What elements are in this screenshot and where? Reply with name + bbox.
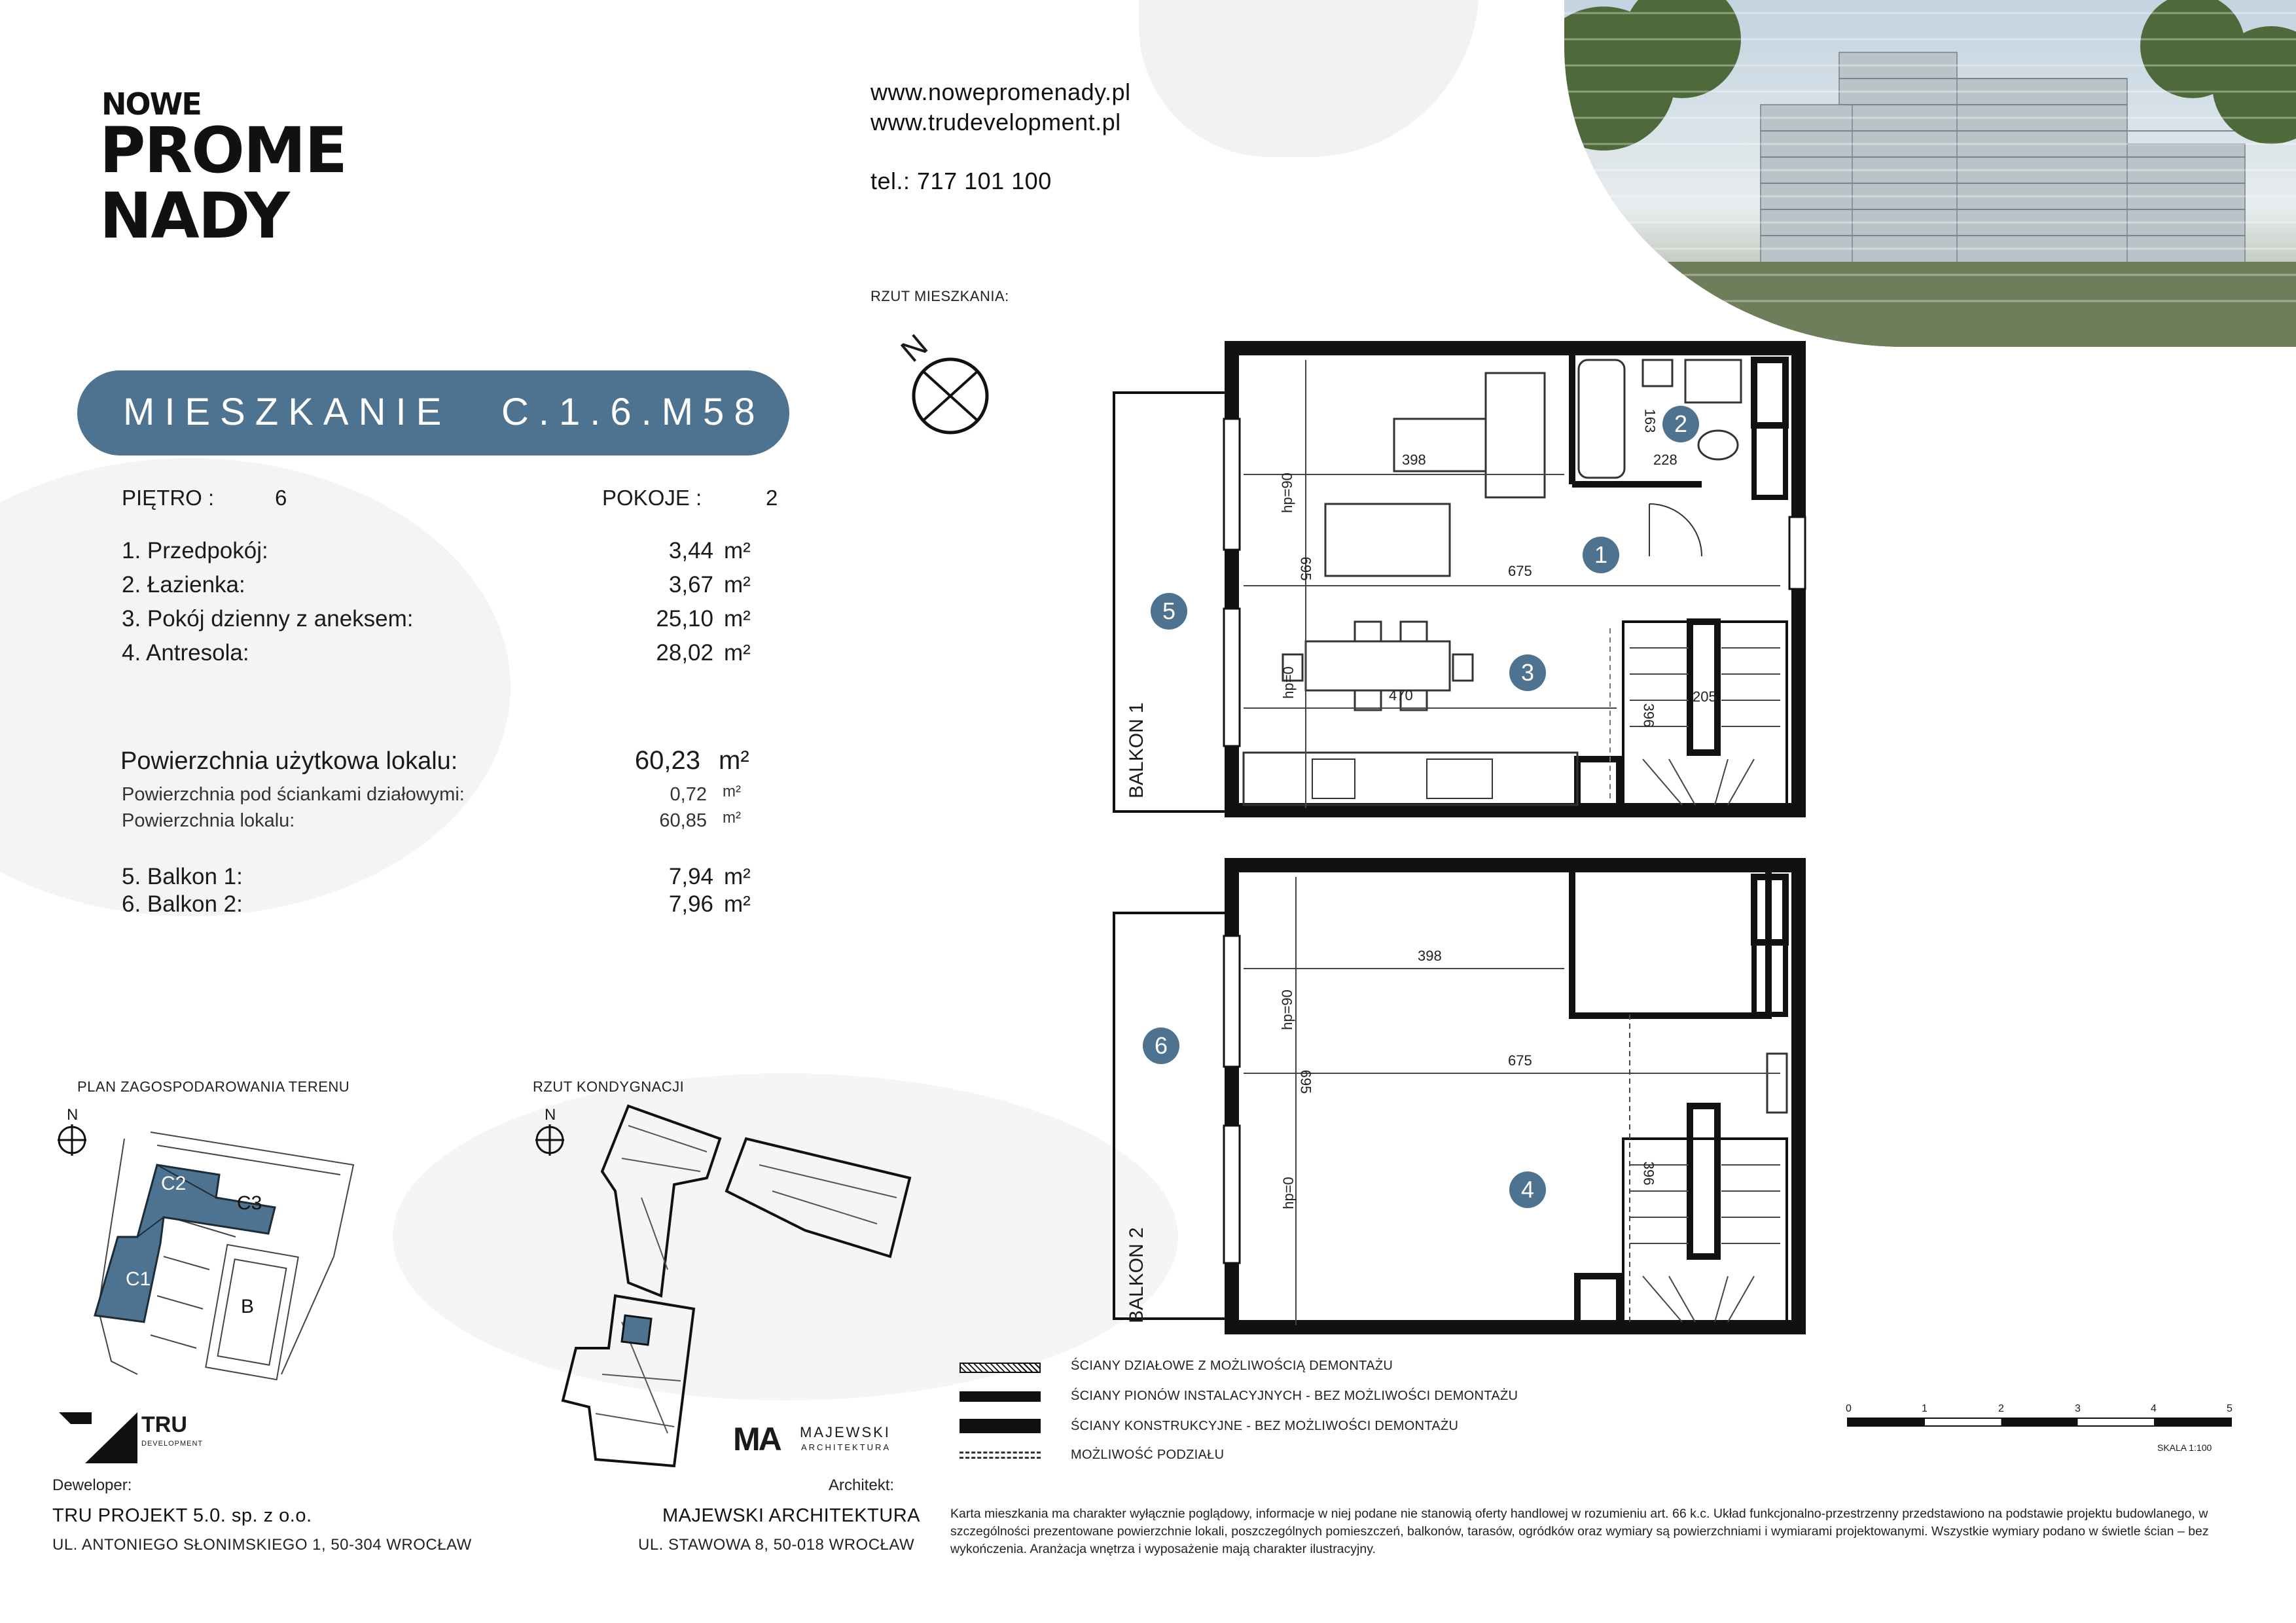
architect-logo-name: MAJEWSKI [800,1424,891,1440]
dimension-label: hp=90 [1278,990,1295,1030]
room-area: 3,44 [668,538,713,563]
dimension-label: hp=0 [1280,1177,1297,1209]
dimension-label: 205 [1693,688,1717,705]
floor-plan-lower [1106,340,1813,825]
dimension-label: 695 [1297,1069,1314,1094]
site-plan-label-b: B [241,1296,255,1317]
room-unit: m² [724,640,751,666]
site-plan-label-c2: C2 [161,1173,187,1194]
room-unit: m² [724,572,751,597]
room-unit: m² [724,606,751,632]
background-shape-top [1139,0,1479,157]
usable-area-value: 60,23 [634,746,700,775]
dimension-label: 396 [1640,1161,1657,1186]
legend-swatch-division [960,1457,1041,1459]
scale-tick: 0 [1846,1403,1852,1414]
legend-label: ŚCIANY DZIAŁOWE Z MOŻLIWOŚCIĄ DEMONTAŻU [1071,1359,1393,1373]
compass-icon [897,330,995,442]
dimension-label: hp=90 [1278,473,1295,513]
plan-label: RZUT MIESZKANIA: [870,288,1009,304]
legend-label: ŚCIANY KONSTRUKCYJNE - BEZ MOŻLIWOŚCI DEMONTAŻU [1071,1419,1459,1433]
balcony-area: 7,96 [668,891,713,917]
building-render-image [1564,0,2296,347]
room-badge-1: 1 [1583,537,1619,573]
legend-swatch-division [960,1452,1041,1454]
room-badge-2: 2 [1662,406,1699,442]
floor-plan-upper [1106,857,1813,1342]
scale-tick: 5 [2227,1403,2233,1414]
room-area: 28,02 [656,640,713,666]
phone-number: tel.: 717 101 100 [870,168,1052,194]
room-name: 3. Pokój dzienny z aneksem: [122,606,414,632]
partition-area-label: Powierzchnia pod ściankami działowymi: [122,784,465,805]
apartment-label: MIESZKANIE [123,391,452,433]
total-area-label: Powierzchnia lokalu: [122,810,295,831]
architect-address: UL. STAWOWA 8, 50-018 WROCŁAW [638,1536,915,1554]
logo-line-2: PROME [99,114,346,187]
floor-plan-north-label: N [545,1106,556,1124]
total-area-value: 60,85 [659,810,707,831]
scale-label: SKALA 1:100 [2157,1442,2212,1453]
room-unit: m² [724,538,751,563]
partition-area-unit: m² [723,783,741,800]
architect-logo-mark: MA [733,1421,780,1457]
logo-line-1: NOWE [101,86,201,122]
floor-value: 6 [275,486,287,510]
dimension-label: 163 [1641,408,1659,433]
dimension-label: 470 [1389,687,1413,704]
background-shape-left [0,458,511,916]
room-name: 4. Antresola: [122,640,249,666]
legend-label: ŚCIANY PIONÓW INSTALACYJNYCH - BEZ MOŻLIWOŚCI DEMONTAŻU [1071,1389,1518,1403]
site-plan-label-c1: C1 [126,1268,151,1290]
balcony-1-label: BALKON 1 [1126,702,1147,798]
room-name: 1. Przedpokój: [122,538,268,563]
architect-logo [733,1420,929,1459]
room-area: 3,67 [668,572,713,597]
disclaimer-text: Karta mieszkania ma charakter wyłącznie poglądowy, informacje w niej podane nie stanowią oferty handlowej w rozumieniu art. 66 k.c. Układ funkcjonalno-przestrzenny przedstawiono na podstawie projektu budowlanego, w szczególności prezentowane powierzchnie lokali, poszczególnych pomieszczeń, balkonów, tarasów, ogródków oraz wymiary są powierzchniami i wymiarami projektowanymi. Wszystkie wymiary podano w świetle ścian – bez wykończenia. Aranżacja wnętrza i wyposażenie mają charakter ilustracyjny. [950,1507,2209,1556]
scale-tick: 4 [2151,1403,2157,1414]
scale-bar [1846,1400,2238,1466]
legend-label: MOŻLIWOŚĆ PODZIAŁU [1071,1448,1225,1462]
site-plan-map [85,1126,360,1387]
legend [957,1355,1546,1472]
partition-area-value: 0,72 [670,784,707,805]
floor-plan-title: RZUT KONDYGNACJI [533,1079,685,1095]
rooms-value: 2 [766,486,778,510]
compass-north-label: N [895,328,935,369]
dimension-label: 398 [1418,948,1442,964]
architect-name: MAJEWSKI ARCHITEKTURA [662,1505,920,1526]
room-badge-6: 6 [1143,1027,1179,1064]
dimension-label: 675 [1508,1052,1532,1069]
dimension-label: hp=0 [1280,666,1297,699]
scale-tick: 2 [1998,1403,2004,1414]
balcony-2-label: BALKON 2 [1126,1227,1147,1323]
developer-logo-sub: DEVELOPMENT [141,1440,204,1448]
dimension-label: 675 [1508,563,1532,579]
scale-bar-graphic [1847,1418,2232,1427]
room-badge-4: 4 [1509,1171,1546,1208]
total-area-unit: m² [723,809,741,827]
dimension-label: 398 [1402,452,1426,468]
balcony-name: 5. Balkon 1: [122,864,243,889]
balcony-name: 6. Balkon 2: [122,891,243,917]
dimension-label: 695 [1297,556,1314,581]
site-plan-label-c3: C3 [237,1192,262,1214]
usable-area-unit: m² [719,746,749,775]
logo-line-3: NADY [99,179,289,253]
website-link-1[interactable]: www.nowepromenady.pl [870,79,1131,105]
dimension-label: 396 [1640,703,1657,728]
architect-logo-sub: ARCHITEKTURA [801,1442,891,1452]
usable-area-label: Powierzchnia użytkowa lokalu: [120,747,458,775]
dimension-label: 228 [1653,452,1677,468]
developer-address: UL. ANTONIEGO SŁONIMSKIEGO 1, 50-304 WROCŁAW [52,1536,472,1554]
site-plan-title: PLAN ZAGOSPODAROWANIA TERENU [77,1079,350,1095]
balcony-area: 7,94 [668,864,713,889]
developer-label: Deweloper: [52,1476,132,1494]
developer-logo-text: TRU [141,1412,187,1437]
developer-logo [59,1412,229,1465]
room-badge-5: 5 [1151,593,1187,630]
apartment-code: C.1.6.M58 [501,391,765,433]
balcony-unit: m² [724,864,751,889]
site-plan-north-label: N [67,1106,79,1124]
scale-tick: 3 [2075,1403,2081,1414]
architect-label: Architekt: [829,1476,895,1494]
developer-name: TRU PROJEKT 5.0. sp. z o.o. [52,1505,312,1526]
legend-swatch-hatched [960,1363,1041,1373]
room-badge-3: 3 [1509,654,1546,691]
website-link-2[interactable]: www.trudevelopment.pl [870,109,1121,135]
scale-tick: 1 [1922,1403,1928,1414]
room-area: 25,10 [656,606,713,632]
floor-label: PIĘTRO : [122,486,215,510]
room-name: 2. Łazienka: [122,572,245,597]
legend-swatch-installation [960,1391,1041,1402]
rooms-label: POKOJE : [602,486,702,510]
balcony-unit: m² [724,891,751,917]
apartment-banner [77,370,789,455]
legend-swatch-structural [960,1419,1041,1433]
